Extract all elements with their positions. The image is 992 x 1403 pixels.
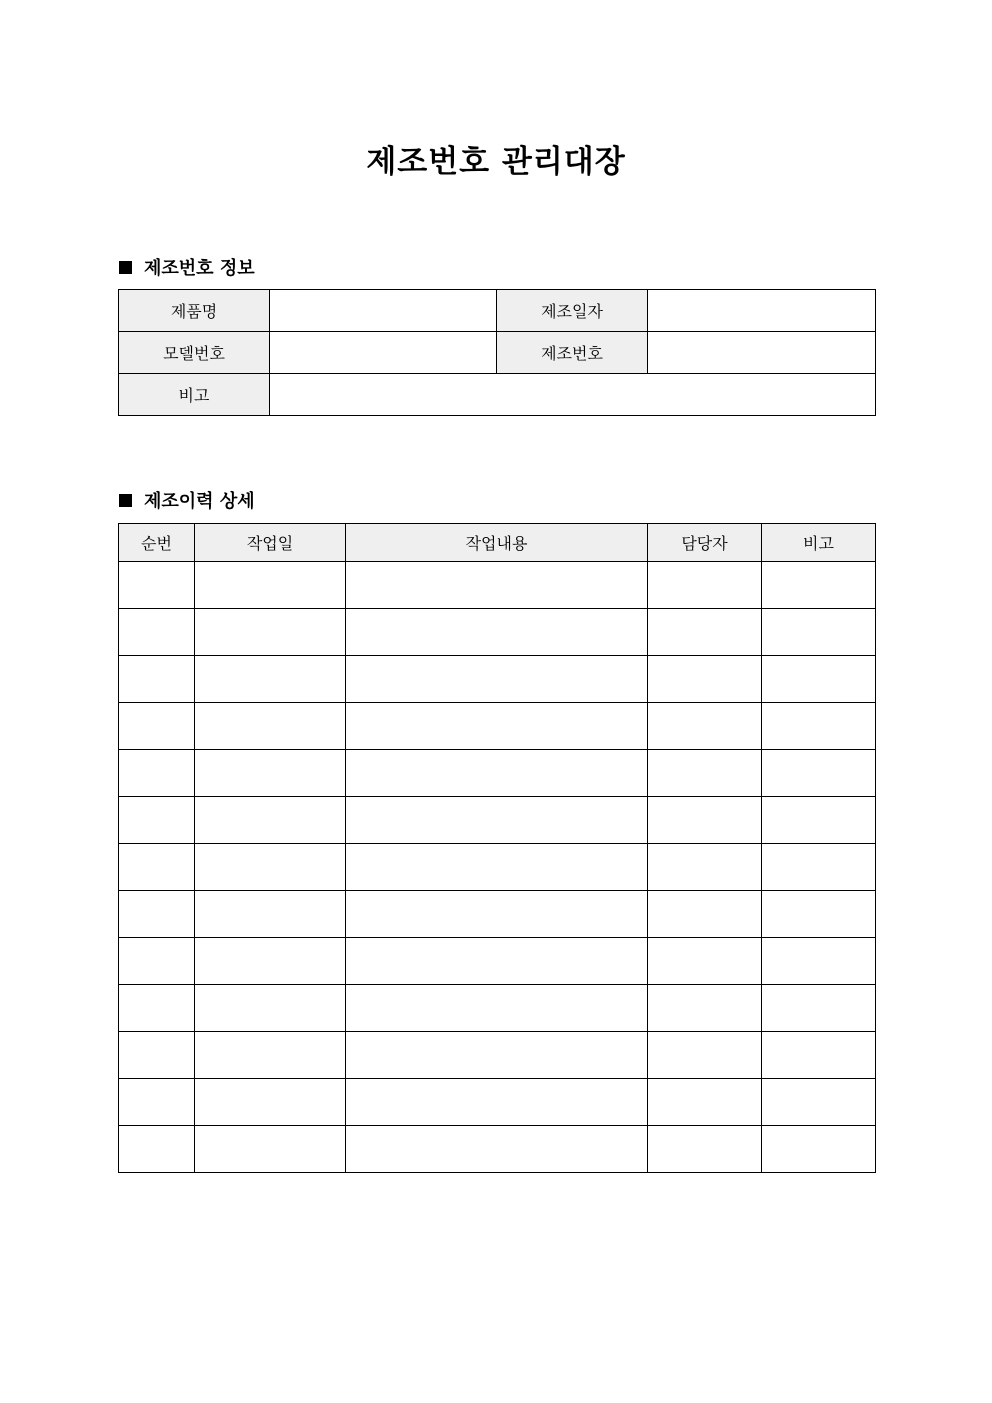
person-in-charge-cell[interactable] xyxy=(648,656,762,703)
table-row xyxy=(119,562,876,609)
work-content-cell[interactable] xyxy=(346,1079,648,1126)
page-title: 제조번호 관리대장 xyxy=(366,144,626,180)
work-date-cell[interactable] xyxy=(195,703,346,750)
work-date-cell[interactable] xyxy=(195,985,346,1032)
sequence-cell[interactable] xyxy=(119,1126,195,1173)
person-in-charge-cell[interactable] xyxy=(648,797,762,844)
manufacture-date-field[interactable] xyxy=(648,290,876,332)
sequence-cell[interactable] xyxy=(119,750,195,797)
remarks-cell[interactable] xyxy=(762,562,876,609)
history-body xyxy=(119,562,876,1173)
work-content-cell[interactable] xyxy=(346,562,648,609)
work-content-cell[interactable] xyxy=(346,891,648,938)
work-content-cell[interactable] xyxy=(346,703,648,750)
sequence-cell[interactable] xyxy=(119,985,195,1032)
history-section-heading xyxy=(119,487,255,513)
sequence-cell[interactable] xyxy=(119,891,195,938)
remarks-cell[interactable] xyxy=(762,1126,876,1173)
remarks-cell[interactable] xyxy=(762,985,876,1032)
remarks-cell[interactable] xyxy=(762,891,876,938)
column-header-remarks: 비고 xyxy=(762,524,876,562)
work-content-cell[interactable] xyxy=(346,1032,648,1079)
info-row-remarks xyxy=(119,374,876,416)
sequence-cell[interactable] xyxy=(119,562,195,609)
info-section-heading-text: 제조번호 정보 xyxy=(144,258,255,279)
column-header-person-in-charge: 담당자 xyxy=(648,524,762,562)
work-content-cell[interactable] xyxy=(346,797,648,844)
manufacture-history-table xyxy=(118,523,876,1173)
product-name-field[interactable] xyxy=(270,290,497,332)
person-in-charge-cell[interactable] xyxy=(648,891,762,938)
remarks-cell[interactable] xyxy=(762,656,876,703)
work-date-cell[interactable] xyxy=(195,797,346,844)
table-row xyxy=(119,891,876,938)
sequence-cell[interactable] xyxy=(119,609,195,656)
remarks-cell[interactable] xyxy=(762,609,876,656)
person-in-charge-cell[interactable] xyxy=(648,703,762,750)
table-row xyxy=(119,1126,876,1173)
work-content-cell[interactable] xyxy=(346,938,648,985)
person-in-charge-cell[interactable] xyxy=(648,562,762,609)
column-header-work-content: 작업내용 xyxy=(346,524,648,562)
table-row xyxy=(119,750,876,797)
work-content-cell[interactable] xyxy=(346,985,648,1032)
person-in-charge-cell[interactable] xyxy=(648,985,762,1032)
model-number-field[interactable] xyxy=(270,332,497,374)
work-date-cell[interactable] xyxy=(195,656,346,703)
model-number-label: 모델번호 xyxy=(119,332,270,374)
sequence-cell[interactable] xyxy=(119,1079,195,1126)
sequence-cell[interactable] xyxy=(119,844,195,891)
table-row xyxy=(119,985,876,1032)
work-date-cell[interactable] xyxy=(195,1032,346,1079)
work-date-cell[interactable] xyxy=(195,1126,346,1173)
info-row-product xyxy=(119,290,876,332)
work-content-cell[interactable] xyxy=(346,1126,648,1173)
table-row xyxy=(119,1079,876,1126)
person-in-charge-cell[interactable] xyxy=(648,1126,762,1173)
table-row xyxy=(119,844,876,891)
work-date-cell[interactable] xyxy=(195,891,346,938)
person-in-charge-cell[interactable] xyxy=(648,938,762,985)
person-in-charge-cell[interactable] xyxy=(648,1032,762,1079)
black-square-icon xyxy=(119,261,132,274)
work-content-cell[interactable] xyxy=(346,750,648,797)
info-section-heading xyxy=(119,254,255,280)
work-date-cell[interactable] xyxy=(195,750,346,797)
table-row xyxy=(119,656,876,703)
sequence-cell[interactable] xyxy=(119,1032,195,1079)
remarks-cell[interactable] xyxy=(762,1079,876,1126)
person-in-charge-cell[interactable] xyxy=(648,1079,762,1126)
history-header-row xyxy=(119,524,876,562)
work-date-cell[interactable] xyxy=(195,562,346,609)
remarks-cell[interactable] xyxy=(762,1032,876,1079)
remarks-cell[interactable] xyxy=(762,797,876,844)
person-in-charge-cell[interactable] xyxy=(648,750,762,797)
serial-number-label: 제조번호 xyxy=(497,332,648,374)
remarks-cell[interactable] xyxy=(762,938,876,985)
sequence-cell[interactable] xyxy=(119,703,195,750)
table-row xyxy=(119,938,876,985)
table-row xyxy=(119,703,876,750)
table-row xyxy=(119,797,876,844)
column-header-work-date: 작업일 xyxy=(195,524,346,562)
remarks-cell[interactable] xyxy=(762,844,876,891)
remarks-label: 비고 xyxy=(119,374,270,416)
sequence-cell[interactable] xyxy=(119,938,195,985)
remarks-cell[interactable] xyxy=(762,750,876,797)
work-date-cell[interactable] xyxy=(195,609,346,656)
manufacture-info-table xyxy=(118,289,876,416)
black-square-icon xyxy=(119,494,132,507)
column-header-sequence: 순번 xyxy=(119,524,195,562)
product-name-label: 제품명 xyxy=(119,290,270,332)
history-section-heading-text: 제조이력 상세 xyxy=(144,491,255,512)
work-content-cell[interactable] xyxy=(346,609,648,656)
remarks-cell[interactable] xyxy=(762,703,876,750)
person-in-charge-cell[interactable] xyxy=(648,609,762,656)
sequence-cell[interactable] xyxy=(119,656,195,703)
table-row xyxy=(119,609,876,656)
remarks-field[interactable] xyxy=(270,374,876,416)
work-content-cell[interactable] xyxy=(346,844,648,891)
serial-number-field[interactable] xyxy=(648,332,876,374)
work-date-cell[interactable] xyxy=(195,938,346,985)
work-date-cell[interactable] xyxy=(195,844,346,891)
manufacture-date-label: 제조일자 xyxy=(497,290,648,332)
sequence-cell[interactable] xyxy=(119,797,195,844)
info-row-model xyxy=(119,332,876,374)
table-row xyxy=(119,1032,876,1079)
work-content-cell[interactable] xyxy=(346,656,648,703)
work-date-cell[interactable] xyxy=(195,1079,346,1126)
person-in-charge-cell[interactable] xyxy=(648,844,762,891)
